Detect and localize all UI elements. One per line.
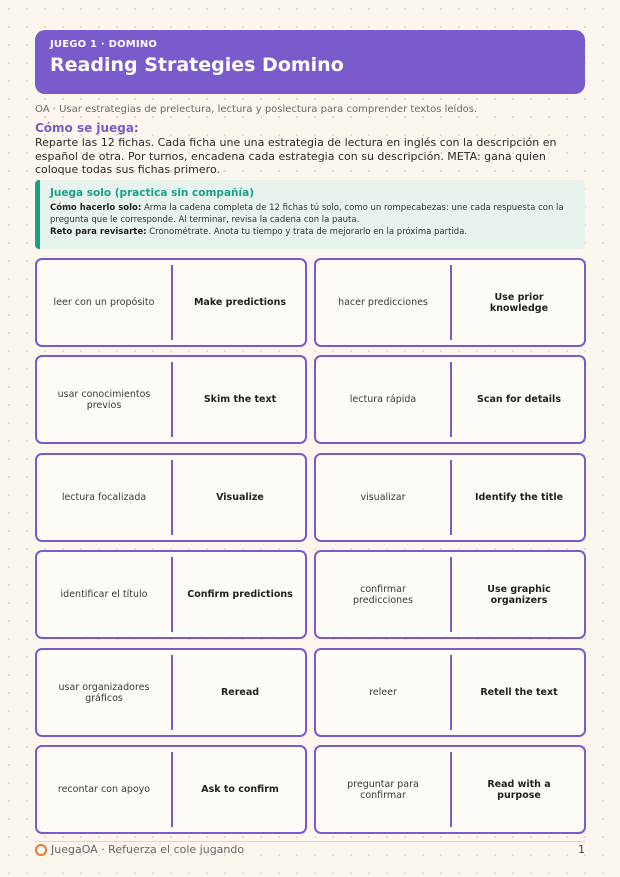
tile-strategy: Read with a purpose	[487, 778, 551, 801]
tile-strategy: Skim the text	[203, 394, 277, 405]
domino-tile[interactable]	[314, 648, 586, 737]
domino-tile[interactable]	[314, 745, 586, 834]
tile-strategy: Visualize	[216, 492, 264, 503]
tile-description: usar organizadores gráficos	[58, 681, 150, 704]
how-to-play-heading: Cómo se juega:	[35, 121, 139, 135]
tile-description: lectura rápida	[349, 394, 417, 405]
tile-description: leer con un propósito	[53, 297, 155, 308]
footer-brand: JuegaOA · Refuerza el cole jugando	[51, 843, 245, 856]
how-to-play-text: Reparte las 12 fichas. Cada ficha une una estrategia de lectura en inglés con la descripción en español de otra. Por turnos, encadena cada estrategia con su descripción. META: gana quien coloque todas sus fichas primero.	[35, 136, 557, 176]
domino-tile[interactable]	[314, 550, 586, 639]
solo-how-line	[50, 202, 575, 226]
domino-tile[interactable]	[35, 745, 307, 834]
tile-strategy: Reread	[220, 687, 260, 698]
tile-description: releer	[369, 687, 397, 698]
tile-strategy: Scan for details	[477, 394, 561, 405]
tile-description: usar conocimientos previos	[57, 388, 151, 411]
domino-tile[interactable]	[35, 355, 307, 444]
solo-how-label: Cómo hacerlo solo:	[50, 203, 142, 213]
solo-challenge-text: Cronométrate. Anota tu tiempo y trata de mejorarlo en la próxima partida.	[146, 227, 468, 237]
footer-divider	[35, 841, 585, 842]
domino-tile[interactable]	[35, 453, 307, 542]
page-title: Reading Strategies Domino	[50, 54, 344, 76]
domino-tile[interactable]	[314, 453, 586, 542]
domino-tile[interactable]	[314, 355, 586, 444]
tile-strategy: Identify the title	[474, 492, 564, 503]
page-number: 1	[578, 843, 585, 856]
page-header	[35, 30, 585, 94]
juegaoa-logo-icon	[35, 844, 47, 856]
tile-strategy: Make predictions	[193, 297, 287, 308]
tile-strategy: Use prior knowledge	[489, 291, 549, 314]
solo-play-title: Juega solo (practica sin compañía)	[50, 187, 254, 199]
solo-challenge-label: Reto para revisarte:	[50, 227, 147, 237]
solo-play-box	[35, 180, 585, 249]
learning-objective: OA · Usar estrategias de prelectura, lectura y poslectura para comprender textos leídos.	[35, 104, 478, 115]
tile-description: recontar con apoyo	[57, 784, 151, 795]
domino-tile[interactable]	[35, 648, 307, 737]
solo-challenge-line	[50, 226, 575, 238]
tile-strategy: Use graphic organizers	[487, 583, 551, 606]
domino-tile[interactable]	[35, 258, 307, 347]
domino-tile[interactable]	[314, 258, 586, 347]
tile-description: identificar el título	[60, 589, 148, 600]
tile-strategy: Confirm predictions	[187, 589, 293, 600]
tile-description: hacer predicciones	[338, 297, 428, 308]
page-footer	[35, 843, 585, 859]
tile-description: confirmar predicciones	[353, 583, 413, 606]
tile-strategy: Ask to confirm	[201, 784, 279, 795]
tile-description: lectura focalizada	[61, 492, 147, 503]
tile-description: preguntar para confirmar	[347, 778, 419, 801]
solo-how-text: Arma la cadena completa de 12 fichas tú solo, como un rompecabezas: une cada respuesta con la pregunta que le corresponde. Al terminar, revisa la cadena con la pauta.	[50, 203, 564, 225]
tile-strategy: Retell the text	[480, 687, 558, 698]
domino-tile[interactable]	[35, 550, 307, 639]
game-kicker: JUEGO 1 · DOMINO	[50, 39, 158, 50]
tile-description: visualizar	[360, 492, 406, 503]
